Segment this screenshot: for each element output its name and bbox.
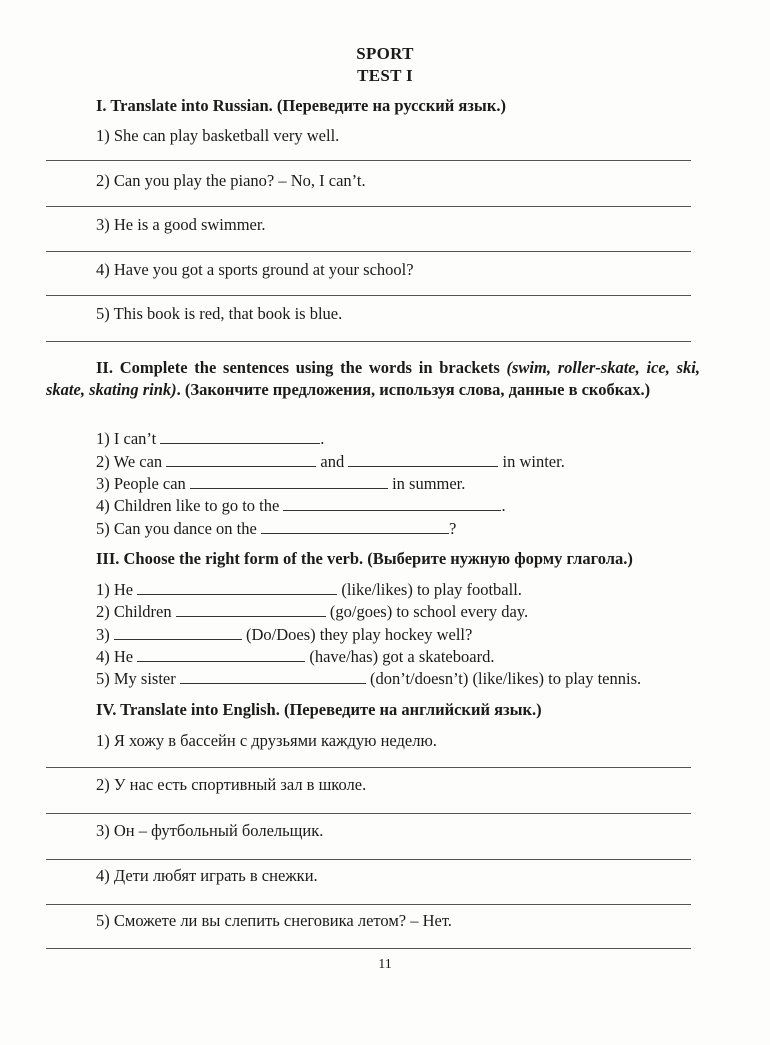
page-title: SPORT xyxy=(356,44,414,63)
fill-in-blank[interactable] xyxy=(176,602,326,617)
section-4-item: 5) Сможете ли вы слепить снеговика летом? – Нет. xyxy=(96,911,452,930)
section-4-heading: IV. Translate into English. (Переведите на английский язык.) xyxy=(96,700,542,719)
answer-line[interactable] xyxy=(46,341,691,342)
section-2-item: 4) Children like to go to the . xyxy=(96,496,506,515)
fill-in-blank[interactable] xyxy=(283,496,501,511)
fill-in-blank[interactable] xyxy=(114,625,242,640)
answer-line[interactable] xyxy=(46,904,691,905)
section-2-item: 3) People can in summer. xyxy=(96,474,466,493)
section-4-item: 4) Дети любят играть в снежки. xyxy=(96,866,318,885)
answer-line[interactable] xyxy=(46,206,691,207)
answer-line[interactable] xyxy=(46,859,691,860)
section-3-item: 3) (Do/Does) they play hockey well? xyxy=(96,625,473,644)
section-4-item: 2) У нас есть спортивный зал в школе. xyxy=(96,775,367,794)
page-number: 11 xyxy=(378,957,392,972)
section-3-item: 4) He (have/has) got a skateboard. xyxy=(96,647,495,666)
section-3-item: 5) My sister (don’t/doesn’t) (like/likes) to play tennis. xyxy=(96,669,642,688)
fill-in-blank[interactable] xyxy=(348,452,498,467)
page-subtitle: TEST I xyxy=(357,66,413,85)
section-3-item: 2) Children (go/goes) to school every day. xyxy=(96,602,529,621)
section-2-item: 2) We can and in winter. xyxy=(96,452,565,471)
section-4-item: 1) Я хожу в бассейн с друзьями каждую неделю. xyxy=(96,731,437,750)
answer-line[interactable] xyxy=(46,948,691,949)
word-bank: (swim, roller-skate, ice, ski, skate, skating rink) xyxy=(46,358,700,399)
fill-in-blank[interactable] xyxy=(180,669,366,684)
section-3-heading: III. Choose the right form of the verb. (Выберите нужную форму глагола.) xyxy=(96,549,633,568)
fill-in-blank[interactable] xyxy=(261,519,449,534)
section-1-item: 5) This book is red, that book is blue. xyxy=(96,304,343,323)
section-2-heading: II. Complete the sentences using the words in brackets (swim, roller-skate, ice, ski, skate, skating rink). (Закончите предложения, используя слова, данные в скобках.) xyxy=(46,358,700,399)
answer-line[interactable] xyxy=(46,295,691,296)
answer-line[interactable] xyxy=(46,251,691,252)
section-1-item: 3) He is a good swimmer. xyxy=(96,215,266,234)
section-4-item: 3) Он – футбольный болельщик. xyxy=(96,821,324,840)
section-1-heading: I. Translate into Russian. (Переведите на русский язык.) xyxy=(96,96,506,115)
fill-in-blank[interactable] xyxy=(166,452,316,467)
section-3-item: 1) He (like/likes) to play football. xyxy=(96,580,522,599)
answer-line[interactable] xyxy=(46,160,691,161)
fill-in-blank[interactable] xyxy=(137,647,305,662)
section-2-item: 1) I can’t . xyxy=(96,429,325,448)
section-1-item: 4) Have you got a sports ground at your school? xyxy=(96,260,414,279)
section-2-item: 5) Can you dance on the ? xyxy=(96,519,457,538)
answer-line[interactable] xyxy=(46,767,691,768)
fill-in-blank[interactable] xyxy=(190,474,388,489)
answer-line[interactable] xyxy=(46,813,691,814)
section-1-item: 2) Can you play the piano? – No, I can’t. xyxy=(96,171,366,190)
section-1-item: 1) She can play basketball very well. xyxy=(96,126,340,145)
fill-in-blank[interactable] xyxy=(137,580,337,595)
fill-in-blank[interactable] xyxy=(160,429,320,444)
